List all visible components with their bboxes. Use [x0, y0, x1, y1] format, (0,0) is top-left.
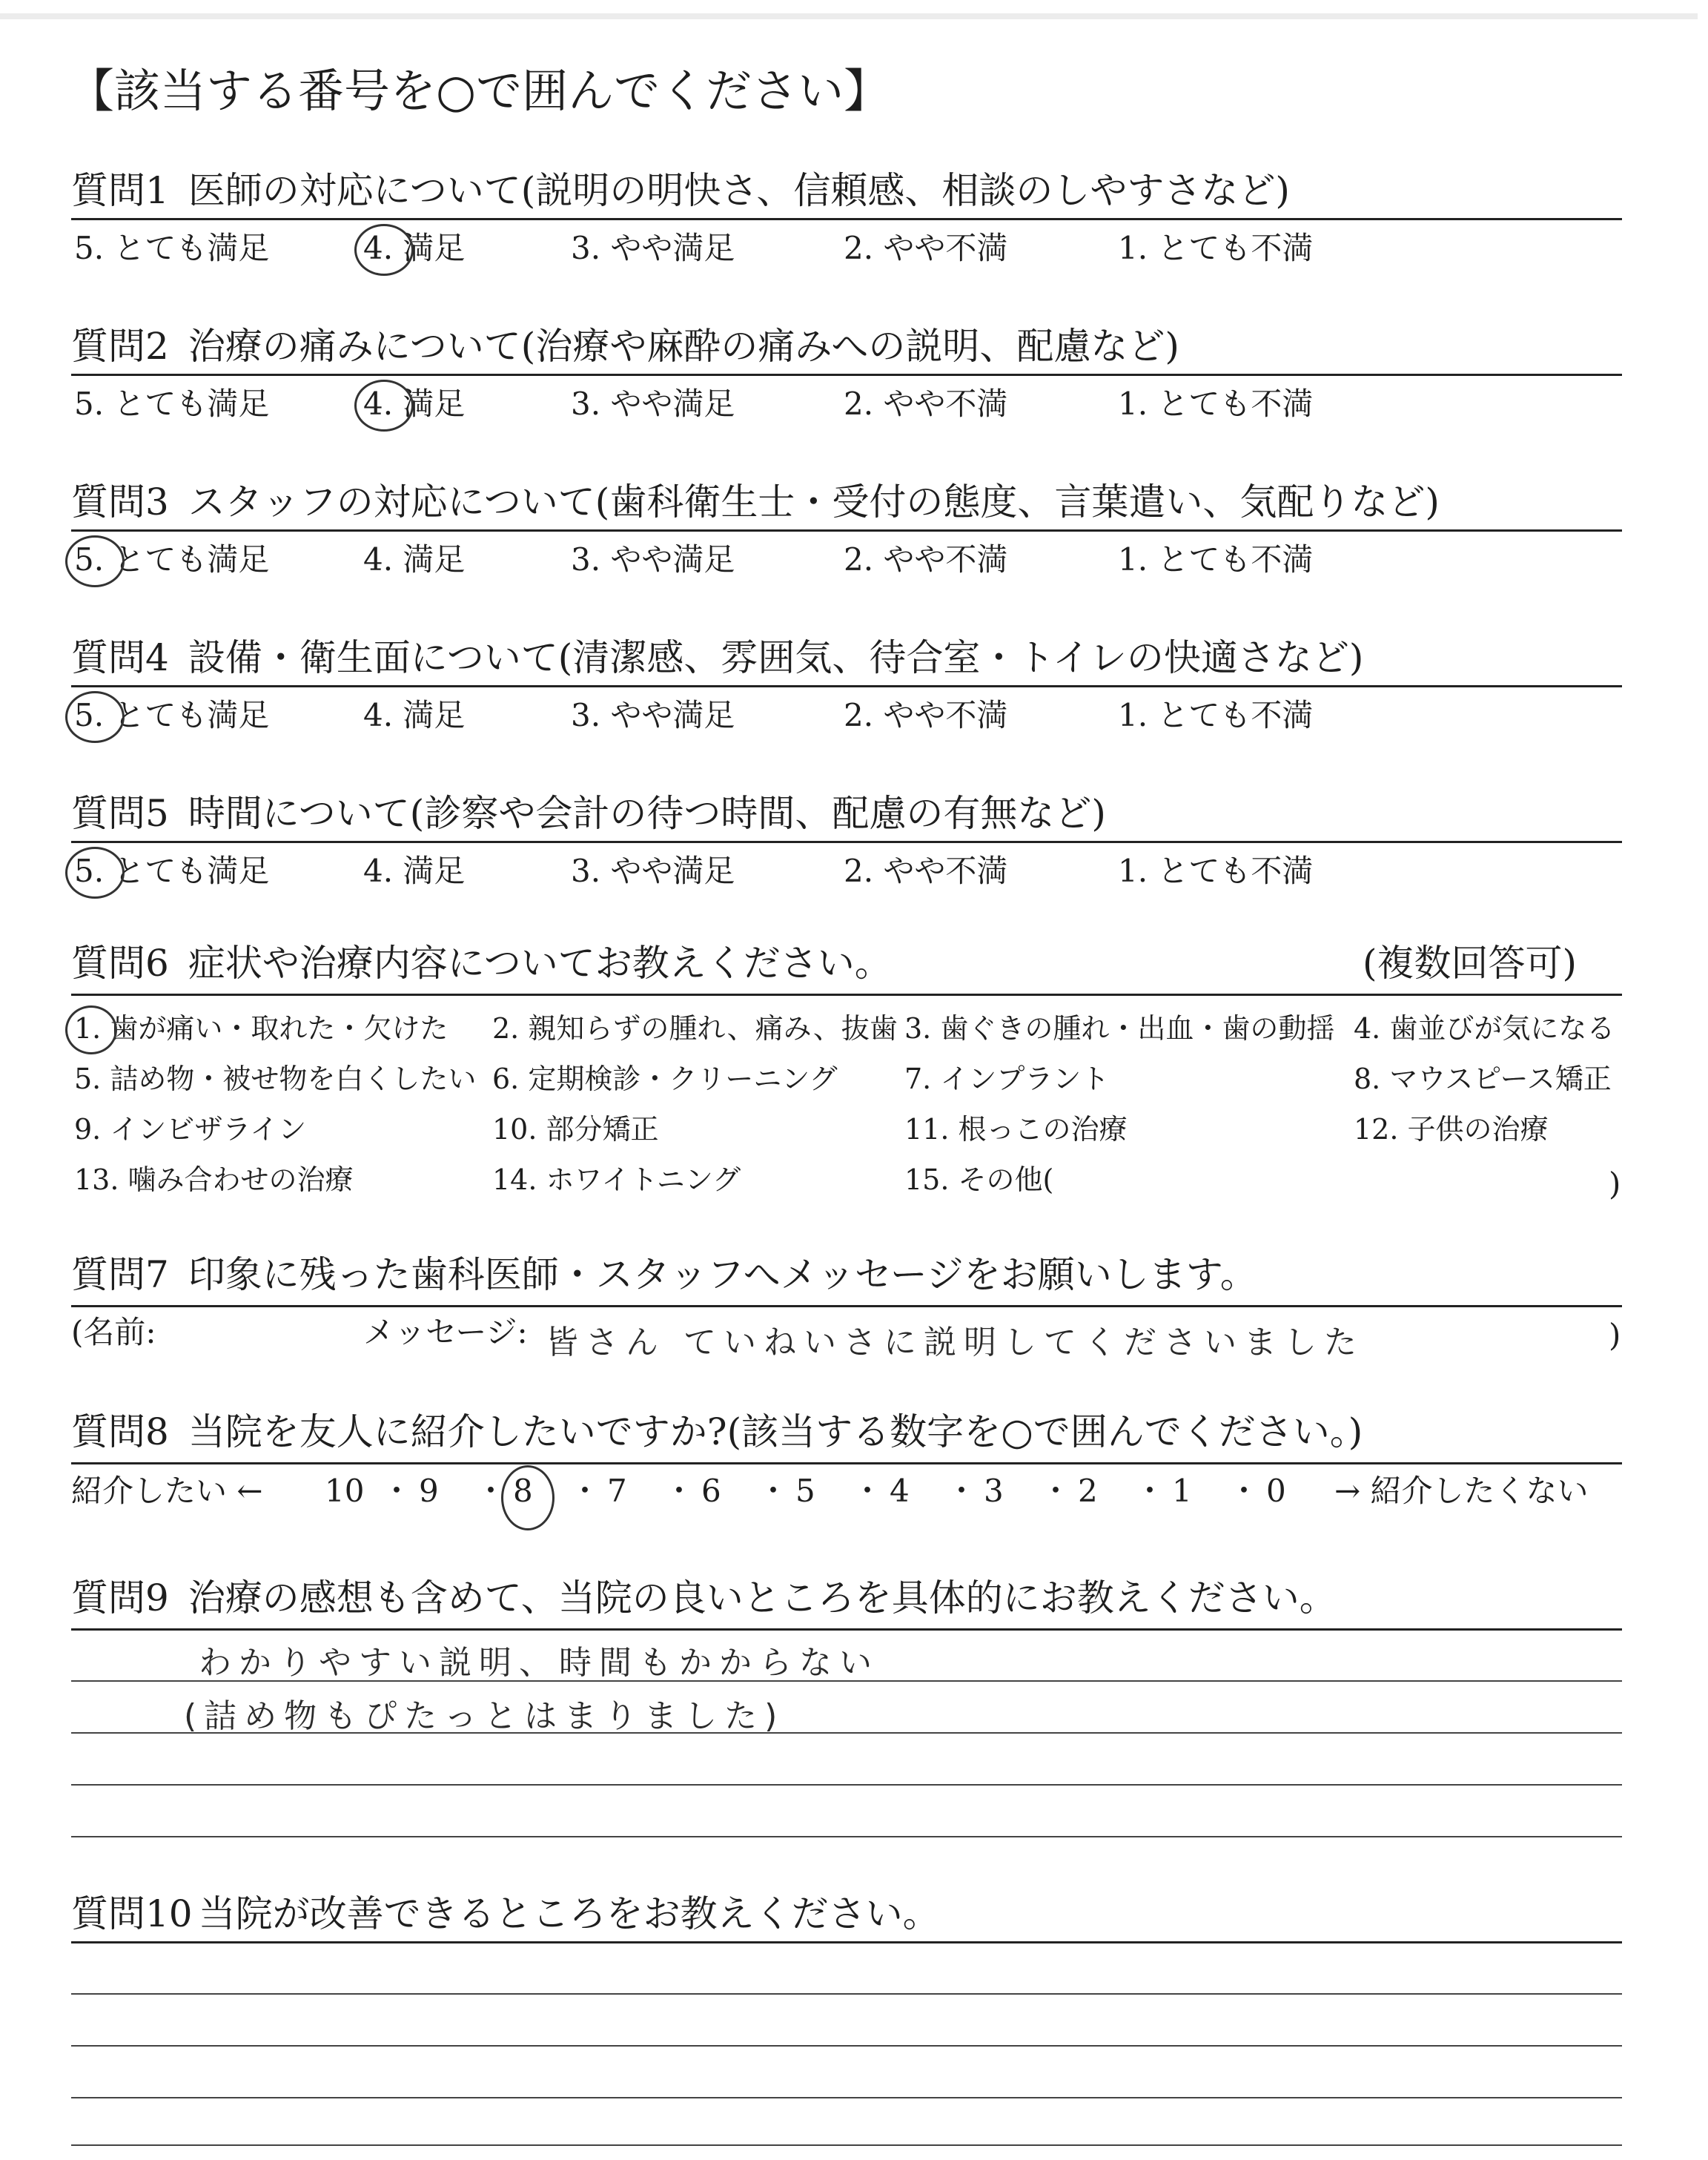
q10-line-3 [71, 2097, 1622, 2098]
q1-selection-circle [354, 224, 414, 276]
q6-item-15[interactable]: 15. その他( [904, 1163, 1054, 1196]
q8-scale-9[interactable]: 9 [419, 1473, 439, 1509]
q5-selection-circle [65, 847, 125, 899]
q8-right-label: → 紹介したくない [1334, 1473, 1589, 1509]
q7-name-label: (名前: [71, 1314, 156, 1350]
q1-rule [71, 218, 1622, 220]
q7-close-paren: ) [1609, 1317, 1621, 1353]
q9-text: 治療の感想も含めて、当院の良いところを具体的にお教えください。 [188, 1576, 1337, 1619]
q2-option-3[interactable]: 3. やや満足 [571, 386, 735, 422]
q8-scale-7[interactable]: 7 [607, 1473, 627, 1509]
q6-rule [71, 994, 1622, 996]
q3-option-5[interactable]: 5. とても満足 [74, 541, 270, 578]
q1-option-2[interactable]: 2. やや不満 [844, 230, 1008, 266]
q4-option-4[interactable]: 4. 満足 [363, 697, 466, 733]
q8-scale-8[interactable]: 8 [513, 1473, 533, 1509]
q6-number: 質問6 [71, 942, 169, 985]
q1-option-4[interactable]: 4. 満足 [363, 230, 466, 266]
q2-option-4[interactable]: 4. 満足 [363, 386, 466, 422]
q7-rule [71, 1305, 1622, 1307]
q8-scale-2[interactable]: 2 [1078, 1473, 1098, 1509]
q9-number: 質問9 [71, 1576, 169, 1619]
q8-scale-separator: ・ [381, 1473, 413, 1509]
q6-item-9[interactable]: 9. インビザライン [74, 1113, 307, 1146]
q6-item-14[interactable]: 14. ホワイトニング [492, 1163, 741, 1196]
q5-option-2[interactable]: 2. やや不満 [844, 853, 1008, 889]
q4-option-3[interactable]: 3. やや満足 [571, 697, 735, 733]
q7-heading [71, 1253, 1257, 1296]
q4-heading [71, 636, 1364, 679]
q8-scale-separator: ・ [758, 1473, 790, 1509]
q9-answer-line-2: (詰め物もぴたっとはまりました) [184, 1697, 785, 1735]
q9-line-4 [71, 1836, 1622, 1837]
q8-scale-separator: ・ [1228, 1473, 1260, 1509]
q9-line-3 [71, 1784, 1622, 1786]
q1-option-1[interactable]: 1. とても不満 [1118, 230, 1314, 266]
q7-number: 質問7 [71, 1253, 169, 1296]
q3-number: 質問3 [71, 480, 169, 524]
q5-text: 時間について(診察や会計の待つ時間、配慮の有無など) [188, 792, 1106, 835]
q7-text: 印象に残った歯科医師・スタッフへメッセージをお願いします。 [188, 1253, 1257, 1296]
q5-option-3[interactable]: 3. やや満足 [571, 853, 735, 889]
q4-text: 設備・衛生面について(清潔感、雰囲気、待合室・トイレの快適さなど) [188, 636, 1364, 679]
q4-rule [71, 685, 1622, 687]
q6-note: (複数回答可) [1363, 942, 1578, 985]
q2-selection-circle [354, 380, 414, 432]
q6-item-7[interactable]: 7. インプラント [904, 1063, 1110, 1095]
q3-option-1[interactable]: 1. とても不満 [1118, 541, 1314, 578]
q8-number: 質問8 [71, 1410, 169, 1453]
q5-option-4[interactable]: 4. 満足 [363, 853, 466, 889]
q2-text: 治療の痛みについて(治療や麻酔の痛みへの説明、配慮など) [188, 325, 1179, 368]
q6-text: 症状や治療内容についてお教えください。 [188, 942, 892, 985]
q2-option-2[interactable]: 2. やや不満 [844, 386, 1008, 422]
q3-option-4[interactable]: 4. 満足 [363, 541, 466, 578]
q10-line-1 [71, 1993, 1622, 1995]
q8-scale-4[interactable]: 4 [890, 1473, 910, 1509]
q4-selection-circle [65, 691, 125, 743]
q3-selection-circle [65, 535, 125, 587]
q5-option-5[interactable]: 5. とても満足 [74, 853, 270, 889]
q4-option-1[interactable]: 1. とても不満 [1118, 697, 1314, 733]
q9-rule [71, 1628, 1622, 1631]
q4-option-5[interactable]: 5. とても満足 [74, 697, 270, 733]
q6-item-8[interactable]: 8. マウスピース矯正 [1354, 1063, 1612, 1095]
q10-number: 質問10 [71, 1892, 193, 1935]
scan-edge [0, 13, 1698, 19]
q8-scale-separator: ・ [852, 1473, 884, 1509]
q2-option-5[interactable]: 5. とても満足 [74, 386, 270, 422]
q6-item-3[interactable]: 3. 歯ぐきの腫れ・出血・歯の動揺 [904, 1012, 1335, 1045]
q2-option-1[interactable]: 1. とても不満 [1118, 386, 1314, 422]
q3-heading [71, 480, 1440, 524]
q8-scale-1[interactable]: 1 [1172, 1473, 1192, 1509]
q2-rule [71, 374, 1622, 376]
q1-number: 質問1 [71, 169, 169, 212]
q10-line-2 [71, 2045, 1622, 2047]
q6-item-6[interactable]: 6. 定期検診・クリーニング [492, 1063, 838, 1095]
q5-heading [71, 792, 1106, 835]
q8-scale-separator: ・ [946, 1473, 978, 1509]
q10-heading [71, 1892, 940, 1935]
q5-number: 質問5 [71, 792, 169, 835]
q6-item-1[interactable]: 1. 歯が痛い・取れた・欠けた [74, 1012, 448, 1045]
q8-scale-3[interactable]: 3 [984, 1473, 1004, 1509]
q8-scale-0[interactable]: 0 [1266, 1473, 1286, 1509]
q6-item-12[interactable]: 12. 子供の治療 [1354, 1113, 1549, 1146]
q7-message-handwritten: 皆さん ていねいさに説明してくださいました [546, 1324, 1364, 1361]
q10-line-4 [71, 2144, 1622, 2146]
q6-item-11[interactable]: 11. 根っこの治療 [904, 1113, 1128, 1146]
q3-option-3[interactable]: 3. やや満足 [571, 541, 735, 578]
q6-close-paren: ) [1609, 1166, 1621, 1202]
q1-text: 医師の対応について(説明の明快さ、信頼感、相談のしやすさなど) [188, 169, 1290, 212]
q8-scale-6[interactable]: 6 [701, 1473, 721, 1509]
q1-heading [71, 169, 1290, 212]
q6-item-2[interactable]: 2. 親知らずの腫れ、痛み、抜歯 [492, 1012, 898, 1045]
q1-option-3[interactable]: 3. やや満足 [571, 230, 735, 266]
q5-option-1[interactable]: 1. とても不満 [1118, 853, 1314, 889]
q4-option-2[interactable]: 2. やや不満 [844, 697, 1008, 733]
q8-scale-separator: ・ [475, 1473, 507, 1509]
q10-rule [71, 1941, 1622, 1943]
q5-rule [71, 841, 1622, 843]
q8-scale-separator: ・ [1134, 1473, 1166, 1509]
q6-item-5[interactable]: 5. 詰め物・被せ物を白くしたい [74, 1063, 477, 1095]
q9-heading [71, 1576, 1337, 1619]
q8-text: 当院を友人に紹介したいですか?(該当する数字を○で囲んでください。) [188, 1410, 1363, 1453]
q6-item-4[interactable]: 4. 歯並びが気になる [1354, 1012, 1615, 1045]
q8-scale-10[interactable]: 10 [325, 1473, 365, 1509]
q3-text: スタッフの対応について(歯科衛生士・受付の態度、言葉遣い、気配りなど) [188, 480, 1440, 524]
q3-rule [71, 529, 1622, 532]
q7-message-label: メッセージ: [363, 1314, 528, 1350]
q6-item-10[interactable]: 10. 部分矯正 [492, 1113, 659, 1146]
q10-text: 当院が改善できるところをお教えください。 [198, 1892, 940, 1935]
q3-option-2[interactable]: 2. やや不満 [844, 541, 1008, 578]
q8-scale-separator: ・ [663, 1473, 695, 1509]
q6-selection-circle [65, 1005, 117, 1054]
q4-number: 質問4 [71, 636, 169, 679]
q8-scale-separator: ・ [1040, 1473, 1072, 1509]
q8-scale-separator: ・ [569, 1473, 601, 1509]
q8-selection-circle [501, 1465, 555, 1530]
q8-scale-5[interactable]: 5 [795, 1473, 815, 1509]
page-title: 【該当する番号を○で囲んでください】 [68, 64, 890, 118]
q8-left-label: 紹介したい ← [71, 1473, 263, 1509]
q6-item-13[interactable]: 13. 噛み合わせの治療 [74, 1163, 354, 1196]
q1-option-5[interactable]: 5. とても満足 [74, 230, 270, 266]
q8-rule [71, 1462, 1622, 1464]
q6-heading [71, 942, 892, 985]
q8-heading [71, 1410, 1363, 1453]
q2-number: 質問2 [71, 325, 169, 368]
q9-answer-line-1: わかりやすい説明、時間もかからない [199, 1644, 879, 1682]
q2-heading [71, 325, 1179, 368]
